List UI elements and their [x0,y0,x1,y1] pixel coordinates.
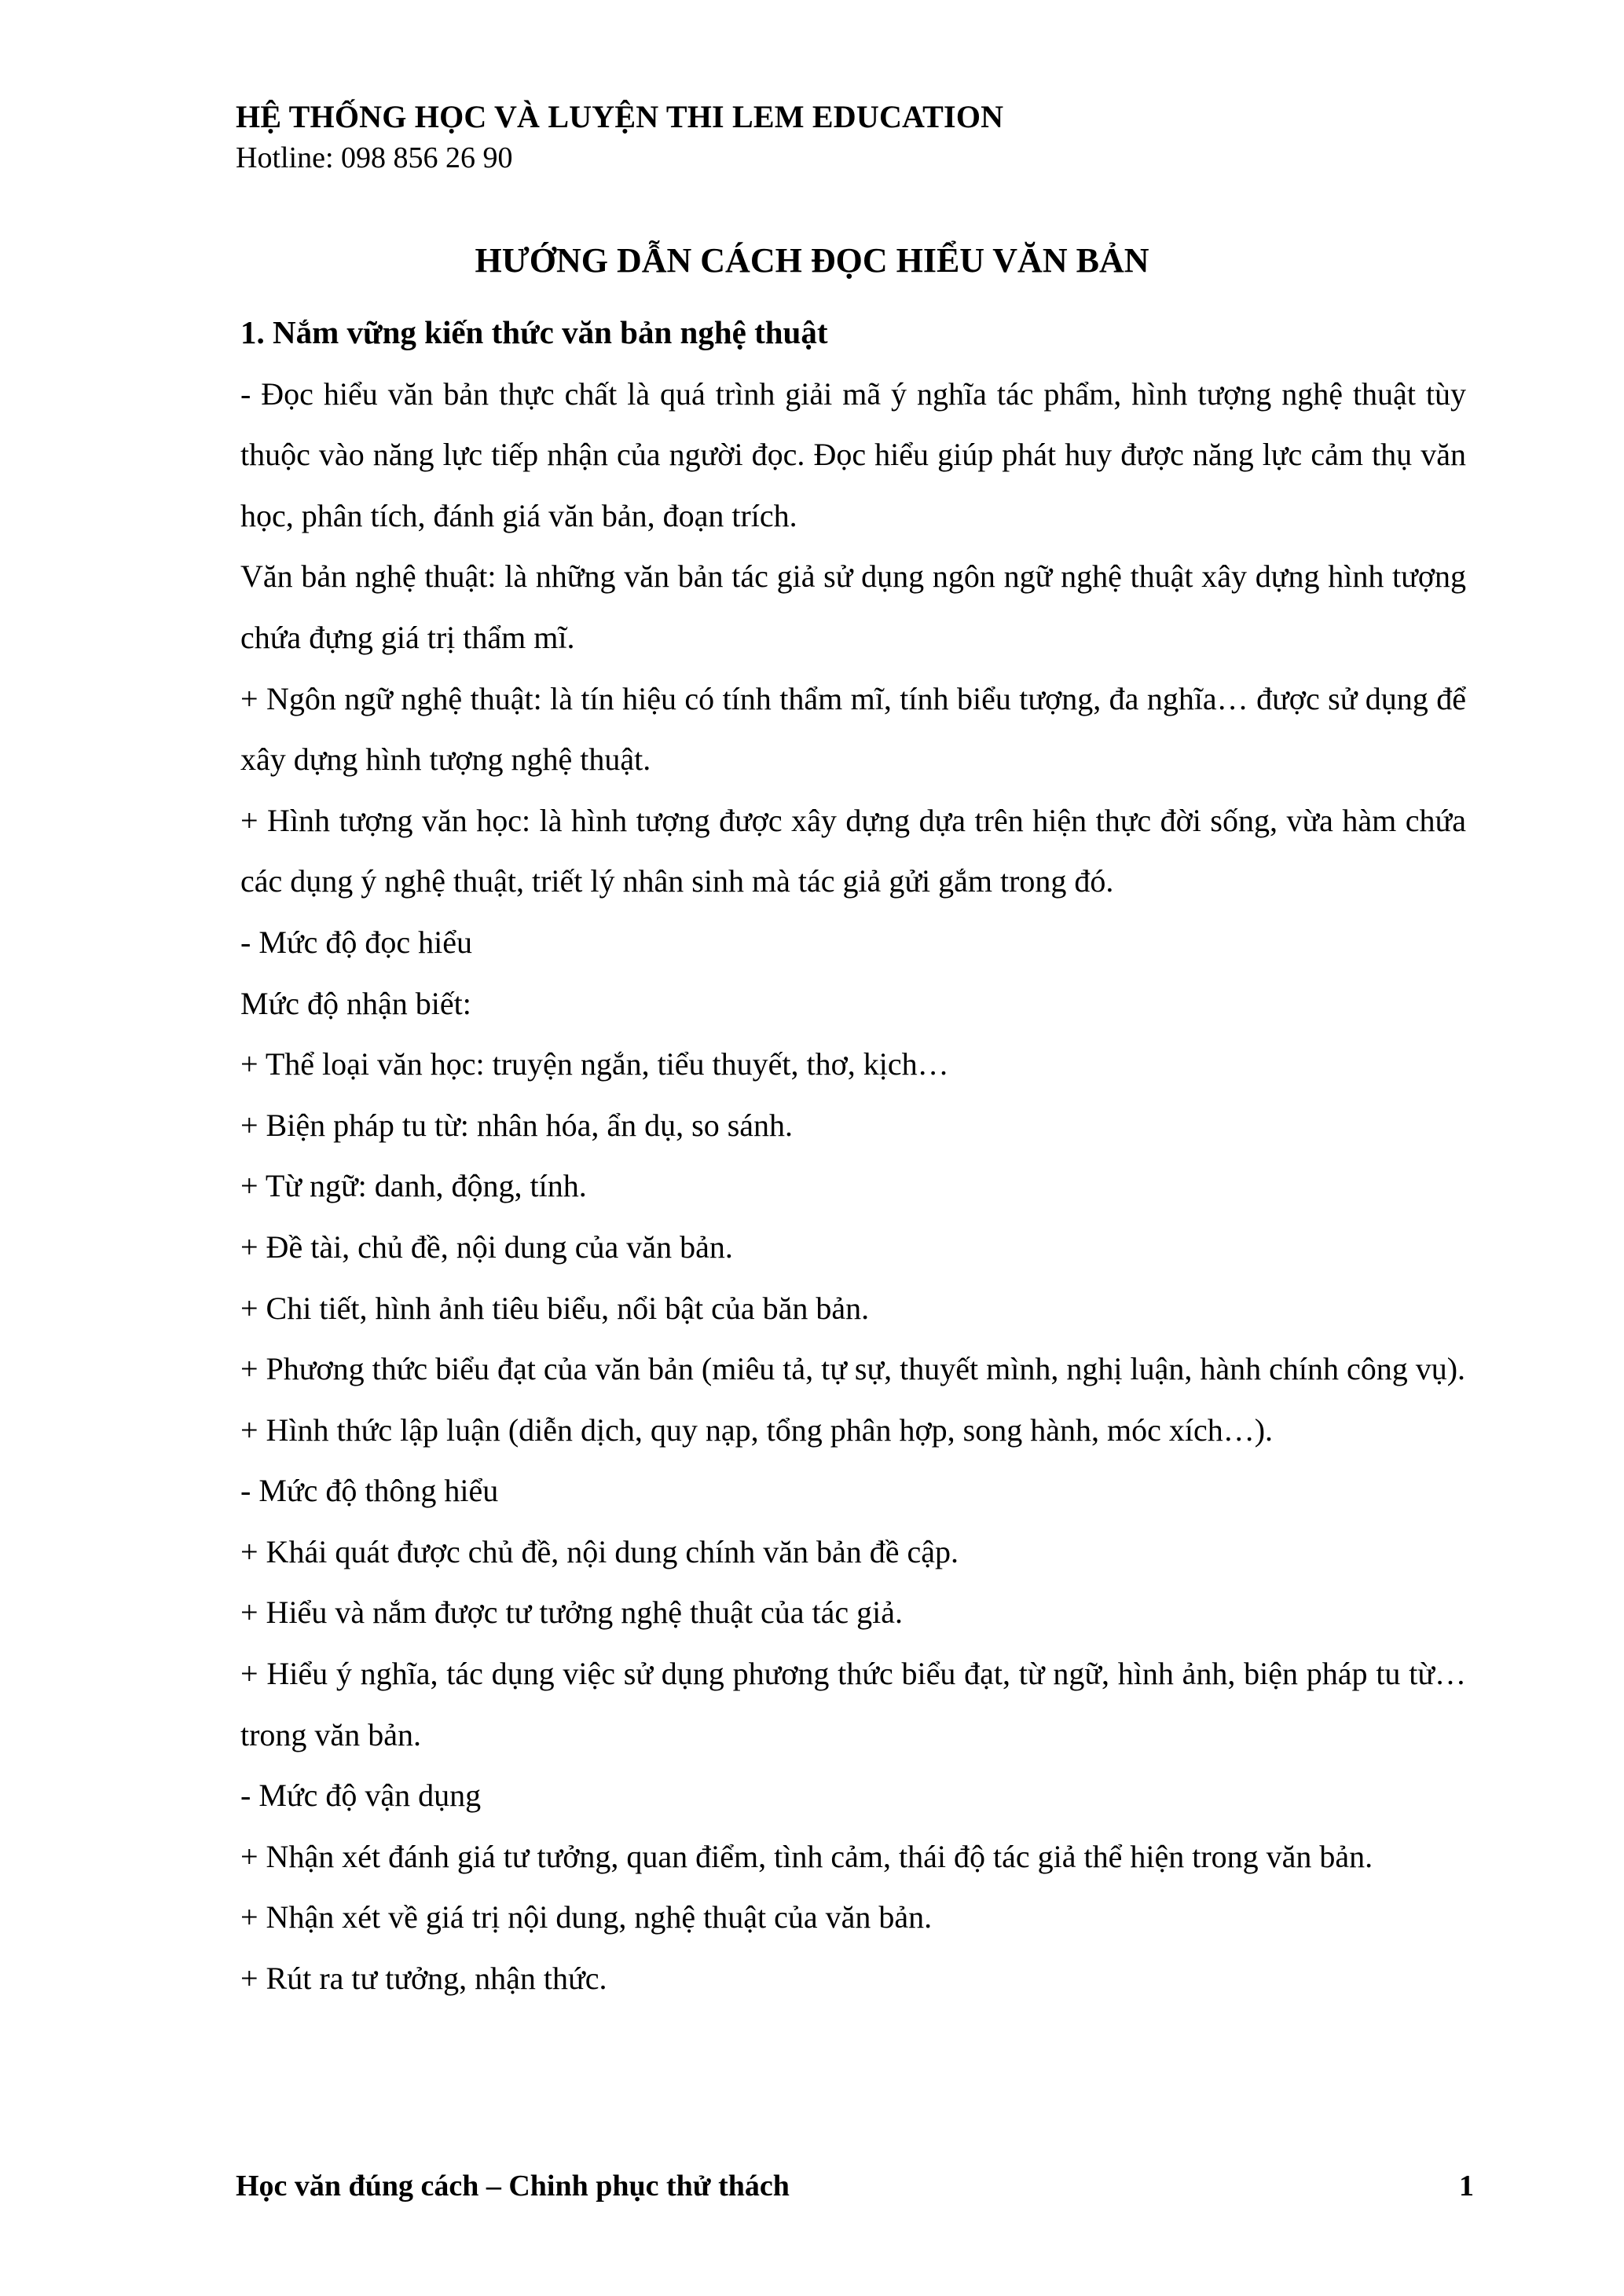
document-body [240,302,1466,2009]
footer-slogan: Học văn đúng cách – Chinh phục thử thách [236,2170,790,2203]
paragraph: + Phương thức biểu đạt của văn bản (miêu tả, tự sự, thuyết mình, nghị luận, hành chính công vụ). [240,1351,1466,1387]
paragraph: + Đề tài, chủ đề, nội dung của văn bản. [240,1229,733,1265]
paragraph: + Nhận xét đánh giá tư tưởng, quan điểm, tình cảm, thái độ tác giả thể hiện trong văn bản. [240,1838,1373,1874]
paragraph: - Mức độ vận dụng [240,1778,482,1814]
hotline: Hotline: 098 856 26 90 [236,141,513,174]
page-number: 1 [1459,2170,1474,2203]
paragraph: + Hiểu ý nghĩa, tác dụng việc sử dụng phương thức biểu đạt, từ ngữ, hình ảnh, biện pháp tu từ… trong văn bản. [240,1656,1466,1752]
paragraph: + Hiểu và nắm được tư tưởng nghệ thuật của tác giả. [240,1595,903,1631]
paragraph: + Từ ngữ: danh, động, tính. [240,1168,587,1204]
paragraph: + Hình thức lập luận (diễn dịch, quy nạp, tổng phân hợp, song hành, móc xích…). [240,1412,1274,1448]
paragraph: + Hình tượng văn học: là hình tượng được xây dựng dựa trên hiện thực đời sống, vừa hàm chứa các dụng ý nghệ thuật, triết lý nhân sinh mà tác giả gửi gắm trong đó. [240,802,1466,899]
paragraph: Mức độ nhận biết: [240,985,471,1021]
paragraph: + Rút ra tư tưởng, nhận thức. [240,1961,607,1997]
page-header [236,96,1493,178]
paragraph: + Thể loại văn học: truyện ngắn, tiểu thuyết, thơ, kịch… [240,1046,949,1082]
paragraph: + Nhận xét về giá trị nội dung, nghệ thuật của văn bản. [240,1899,933,1935]
paragraph: Văn bản nghệ thuật: là những văn bản tác giả sử dụng ngôn ngữ nghệ thuật xây dựng hình tượng chứa đựng giá trị thẩm mĩ. [240,558,1466,655]
paragraph: - Mức độ thông hiểu [240,1473,499,1509]
paragraph: + Ngôn ngữ nghệ thuật: là tín hiệu có tính thẩm mĩ, tính biểu tượng, đa nghĩa… được sử dụng để xây dựng hình tượng nghệ thuật. [240,680,1466,778]
paragraph: + Biện pháp tu từ: nhân hóa, ẩn dụ, so sánh. [240,1107,794,1143]
section-heading: 1. Nắm vững kiến thức văn bản nghệ thuật [240,314,828,350]
paragraph: - Đọc hiểu văn bản thực chất là quá trình giải mã ý nghĩa tác phẩm, hình tượng nghệ thuật tùy thuộc vào năng lực tiếp nhận của người đọc. Đọc hiểu giúp phát huy được năng lực cảm thụ văn học, phân tích, đánh giá văn bản, đoạn trích. [240,375,1466,533]
organization-name: HỆ THỐNG HỌC VÀ LUYỆN THI LEM EDUCATION [236,99,1004,134]
paragraph: + Khái quát được chủ đề, nội dung chính văn bản đề cập. [240,1533,959,1569]
paragraph: - Mức độ đọc hiểu [240,924,472,960]
document-title: HƯỚNG DẪN CÁCH ĐỌC HIỂU VĂN BẢN [475,241,1149,280]
paragraph: + Chi tiết, hình ảnh tiêu biểu, nổi bật của băn bản. [240,1290,870,1326]
